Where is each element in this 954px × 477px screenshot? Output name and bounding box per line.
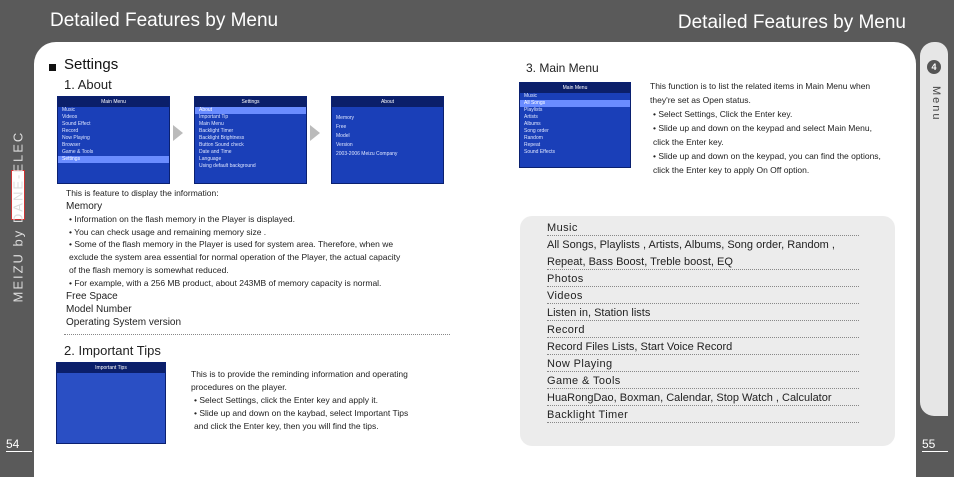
main-menu-desc-line: • Slide up and down on the keypad, you can find the options, <box>653 151 881 161</box>
screen-title: About <box>332 97 443 107</box>
arrow-right-icon <box>310 125 320 141</box>
menu-item-heading: Music <box>547 221 859 236</box>
screen-row: Playlists <box>524 107 543 113</box>
screen-row: Version <box>336 142 353 148</box>
screen-row: Backlight Brightness <box>199 135 245 141</box>
chapter-label: Menu <box>930 86 942 122</box>
screen-row: Using default background <box>199 163 256 169</box>
screen-row: Sound Effects <box>524 149 556 155</box>
screen-title: Main Menu <box>520 83 630 93</box>
screen-row: Music <box>524 93 538 99</box>
about-line: Memory <box>66 201 103 212</box>
menu-item-heading: Now Playing <box>547 357 859 372</box>
about-line: • You can check usage and remaining memory size . <box>69 227 267 237</box>
screen-row: Game & Tools <box>62 149 94 155</box>
screen-row: Button Sound check <box>199 142 244 148</box>
screen-title: Main Menu <box>58 97 169 107</box>
screen-row: Main Menu <box>199 121 224 127</box>
arrow-right-icon <box>173 125 183 141</box>
screen-row: Now Playing <box>62 135 90 141</box>
screenshot-main-menu <box>57 96 170 184</box>
tips-line: • Slide up and down on the kaybad, select Important Tips <box>194 408 409 418</box>
main-menu-desc-line: • Slide up and down on the keypad and select Main Menu, <box>653 123 872 133</box>
about-line: • For example, with a 256 MB product, about 243MB of memory capacity is normal. <box>69 278 382 288</box>
main-menu-desc-line: click the Enter key. <box>653 137 724 147</box>
main-menu-desc-line: they're set as Open status. <box>650 95 751 105</box>
screenshot-about <box>331 96 444 184</box>
chapter-number-badge: 4 <box>927 60 941 74</box>
screen-row-selected: About <box>195 107 306 114</box>
screen-row: Repeat <box>524 142 541 148</box>
tips-line: • Select Settings, click the Enter key and apply it. <box>194 395 378 405</box>
screen-row: 2003-2006 Meizu Company <box>336 151 398 157</box>
screen-row: Free <box>336 124 347 130</box>
screen-row-selected: Settings <box>58 156 169 163</box>
section-divider <box>64 334 450 335</box>
screen-title: Settings <box>195 97 306 107</box>
about-line: Model Number <box>66 304 132 315</box>
screen-row: Date and Time <box>199 149 232 155</box>
main-menu-heading: 3. Main Menu <box>526 61 599 75</box>
brand-strip <box>8 130 28 320</box>
screen-row: Videos <box>62 114 78 120</box>
menu-item-heading: Backlight Timer <box>547 408 859 423</box>
screen-row: Model <box>336 133 350 139</box>
main-menu-desc-line: • Select Settings, Click the Enter key. <box>653 109 793 119</box>
screen-row: Important Tip <box>199 114 229 120</box>
screen-row: Random <box>524 135 543 141</box>
about-line: • Some of the flash memory in the Player is used for system area. Therefore, when we <box>69 239 394 249</box>
section-bullet-icon <box>49 64 56 71</box>
page-number-right: 55 <box>922 437 948 452</box>
menu-item-options: Repeat, Bass Boost, Treble boost, EQ <box>547 255 859 270</box>
tips-line: procedures on the player. <box>191 382 287 392</box>
about-line: Operating System version <box>66 317 182 328</box>
menu-item-heading: Photos <box>547 272 859 287</box>
menu-item-heading: Record <box>547 323 859 338</box>
screen-row: Song order <box>524 128 549 134</box>
screen-row: Record <box>62 128 79 134</box>
screenshot-important-tips <box>56 362 166 444</box>
important-tips-heading: 2. Important Tips <box>64 343 161 358</box>
screen-row: Artists <box>524 114 538 120</box>
page-number-left: 54 <box>6 437 32 452</box>
menu-item-heading: Game & Tools <box>547 374 859 389</box>
screen-row: Albums <box>524 121 541 127</box>
screen-row: Browser <box>62 142 81 148</box>
screen-row: Memory <box>336 115 355 121</box>
screen-row-selected: All Songs <box>520 100 630 107</box>
screenshot-settings <box>194 96 307 184</box>
about-line: This is feature to display the information: <box>66 188 219 198</box>
brand-text: MEIZU by DANE-ELEC <box>10 130 26 303</box>
main-menu-desc-line: click the Enter key to apply On Off option. <box>653 165 810 175</box>
screen-row: Sound Effect <box>62 121 91 127</box>
about-line: of the flash memory is somewhat reduced. <box>69 265 229 275</box>
tips-line: This is to provide the reminding information and operating <box>191 369 408 379</box>
about-line: Free Space <box>66 291 118 302</box>
settings-heading: Settings <box>64 56 119 73</box>
menu-item-options: All Songs, Playlists , Artists, Albums, Song order, Random , <box>547 239 835 251</box>
screen-row: Language <box>199 156 222 162</box>
about-line: • Information on the flash memory in the Player is displayed. <box>69 214 295 224</box>
right-header-title: Detailed Features by Menu <box>677 12 906 33</box>
screen-row: Backlight Timer <box>199 128 234 134</box>
about-heading: 1. About <box>64 77 112 92</box>
about-line: exclude the system area essential for normal operation of the Player, the actual capacity <box>69 252 401 262</box>
menu-item-options: HuaRongDao, Boxman, Calendar, Stop Watch , Calculator <box>547 391 859 406</box>
menu-item-heading: Videos <box>547 289 859 304</box>
menu-item-options: Record Files Lists, Start Voice Record <box>547 340 859 355</box>
screen-row: Music <box>62 107 76 113</box>
screen-title: Important Tips <box>57 363 165 373</box>
screenshot-main-menu-options <box>519 82 631 168</box>
main-menu-desc-line: This function is to list the related items in Main Menu when <box>650 81 871 91</box>
left-header-title: Detailed Features by Menu <box>50 10 279 31</box>
tips-line: and click the Enter key, then you will find the tips. <box>194 421 379 431</box>
menu-item-options: Listen in, Station lists <box>547 306 859 321</box>
chapter-side-tab <box>920 42 948 416</box>
